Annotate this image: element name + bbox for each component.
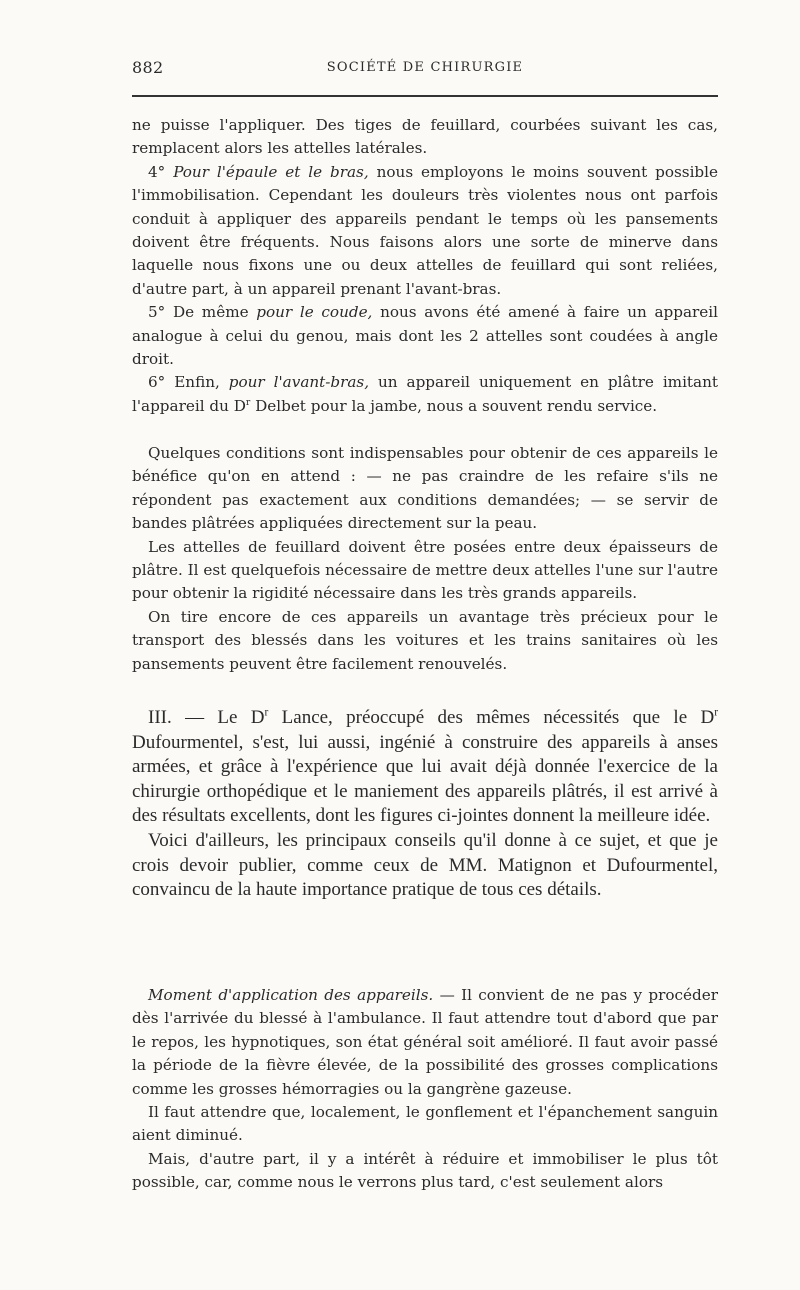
section-conditions [132,442,718,676]
paragraph-attelles: Les attelles de feuillard doivent être posées entre deux épaisseurs de plâtre. Il est quelquefois nécessaire de mettre deux attelles l'une sur l'autre pour obtenir la rigidité nécessaire dans les très grands appareils. [132,537,718,603]
paragraph-gonflement: Il faut attendre que, localement, le gonflement et l'épanchement sanguin aient diminué. [132,1103,718,1145]
paragraph-lance: III. — Le $D^r$ Lance, préoccupé des mêmes nécessités que le $D^r$ Dufourmentel, s'est, lui aussi, ingénié à construire des appareils à anses armées, et grâce à l'expérience que lui avait déjà donnée l'exercice de la chirurgie orthopédique et le maniement des appareils plâtrés, il est arrivé à des résultats excellents, dont les figures ci-jointes donnent la meilleure idée. [132,706,719,827]
paragraph-moment: Moment d'application des appareils. — Il convient de ne pas y procéder dès l'arrivée du blessé à l'ambulance. Il faut attendre tout d'abord que par le repos, les hypnotiques, son état général soit amélioré. Il faut avoir passé la période de la fièvre élevée, de la possibilité des grosses complications comme les grosses hémorragies ou la gangrène gazeuse. [132,986,718,1098]
paragraph-tiges: ne puisse l'appliquer. Des tiges de feuillard, courbées suivant les cas, remplacent alors les attelles latérales. [132,116,718,158]
paragraph-coude: 5° De même pour le coude, nous avons été amené à faire un appareil analogue à celui du genou, mais dont les 2 attelles sont coudées à angle droit. [132,303,718,369]
section-lance [132,706,718,903]
paragraph-transport: On tire encore de ces appareils un avantage très précieux pour le transport des blessés dans les voitures et les trains sanitaires où les pansements peuvent être facilement renouvelés. [132,607,718,673]
paragraph-conditions: Quelques conditions sont indispensables pour obtenir de ces appareils le bénéfice qu'on en attend : — ne pas craindre de les refaire s'ils ne répondent pas exactement aux conditions demandées; — se servir de bandes plâtrées appliquées directement sur la peau. [132,444,718,533]
header-rule [132,95,718,97]
paragraph-epaule: 4° Pour l'épaule et le bras, nous employons le moins souvent possible l'immobilisation. Cependant les douleurs très violentes nous ont parfois conduit à appliquer des appareils pendant le temps où les pansements doivent être fréquents. Nous faisons alors une sorte de minerve dans laquelle nous fixons une ou deux attelles de feuillard qui sont reliées, d'autre part, à un appareil prenant l'avant-bras. [132,162,718,298]
paragraph-mais: Mais, d'autre part, il y a intérêt à réduire et immobiliser le plus tôt possible, car, comme nous le verrons plus tard, c'est seulement alors [132,1149,718,1192]
section-treatment-list [132,114,718,418]
paragraph-conseils: Voici d'ailleurs, les principaux conseils qu'il donne à ce sujet, et que je crois devoir publier, comme ceux de MM. Matignon et Dufourmentel, convaincu de la haute importance pratique de tous ces détails. [132,829,718,901]
running-title: SOCIÉTÉ DE CHIRURGIE [326,60,524,75]
running-header [132,58,718,82]
paragraph-avant-bras: 6° Enfin, pour l'avant-bras, un appareil uniquement en plâtre imitant l'appareil du $D^r$ Delbet pour la jambe, nous a souvent rendu service. [132,373,718,415]
section-moment [132,984,718,1195]
page-number: 882 [132,58,164,77]
